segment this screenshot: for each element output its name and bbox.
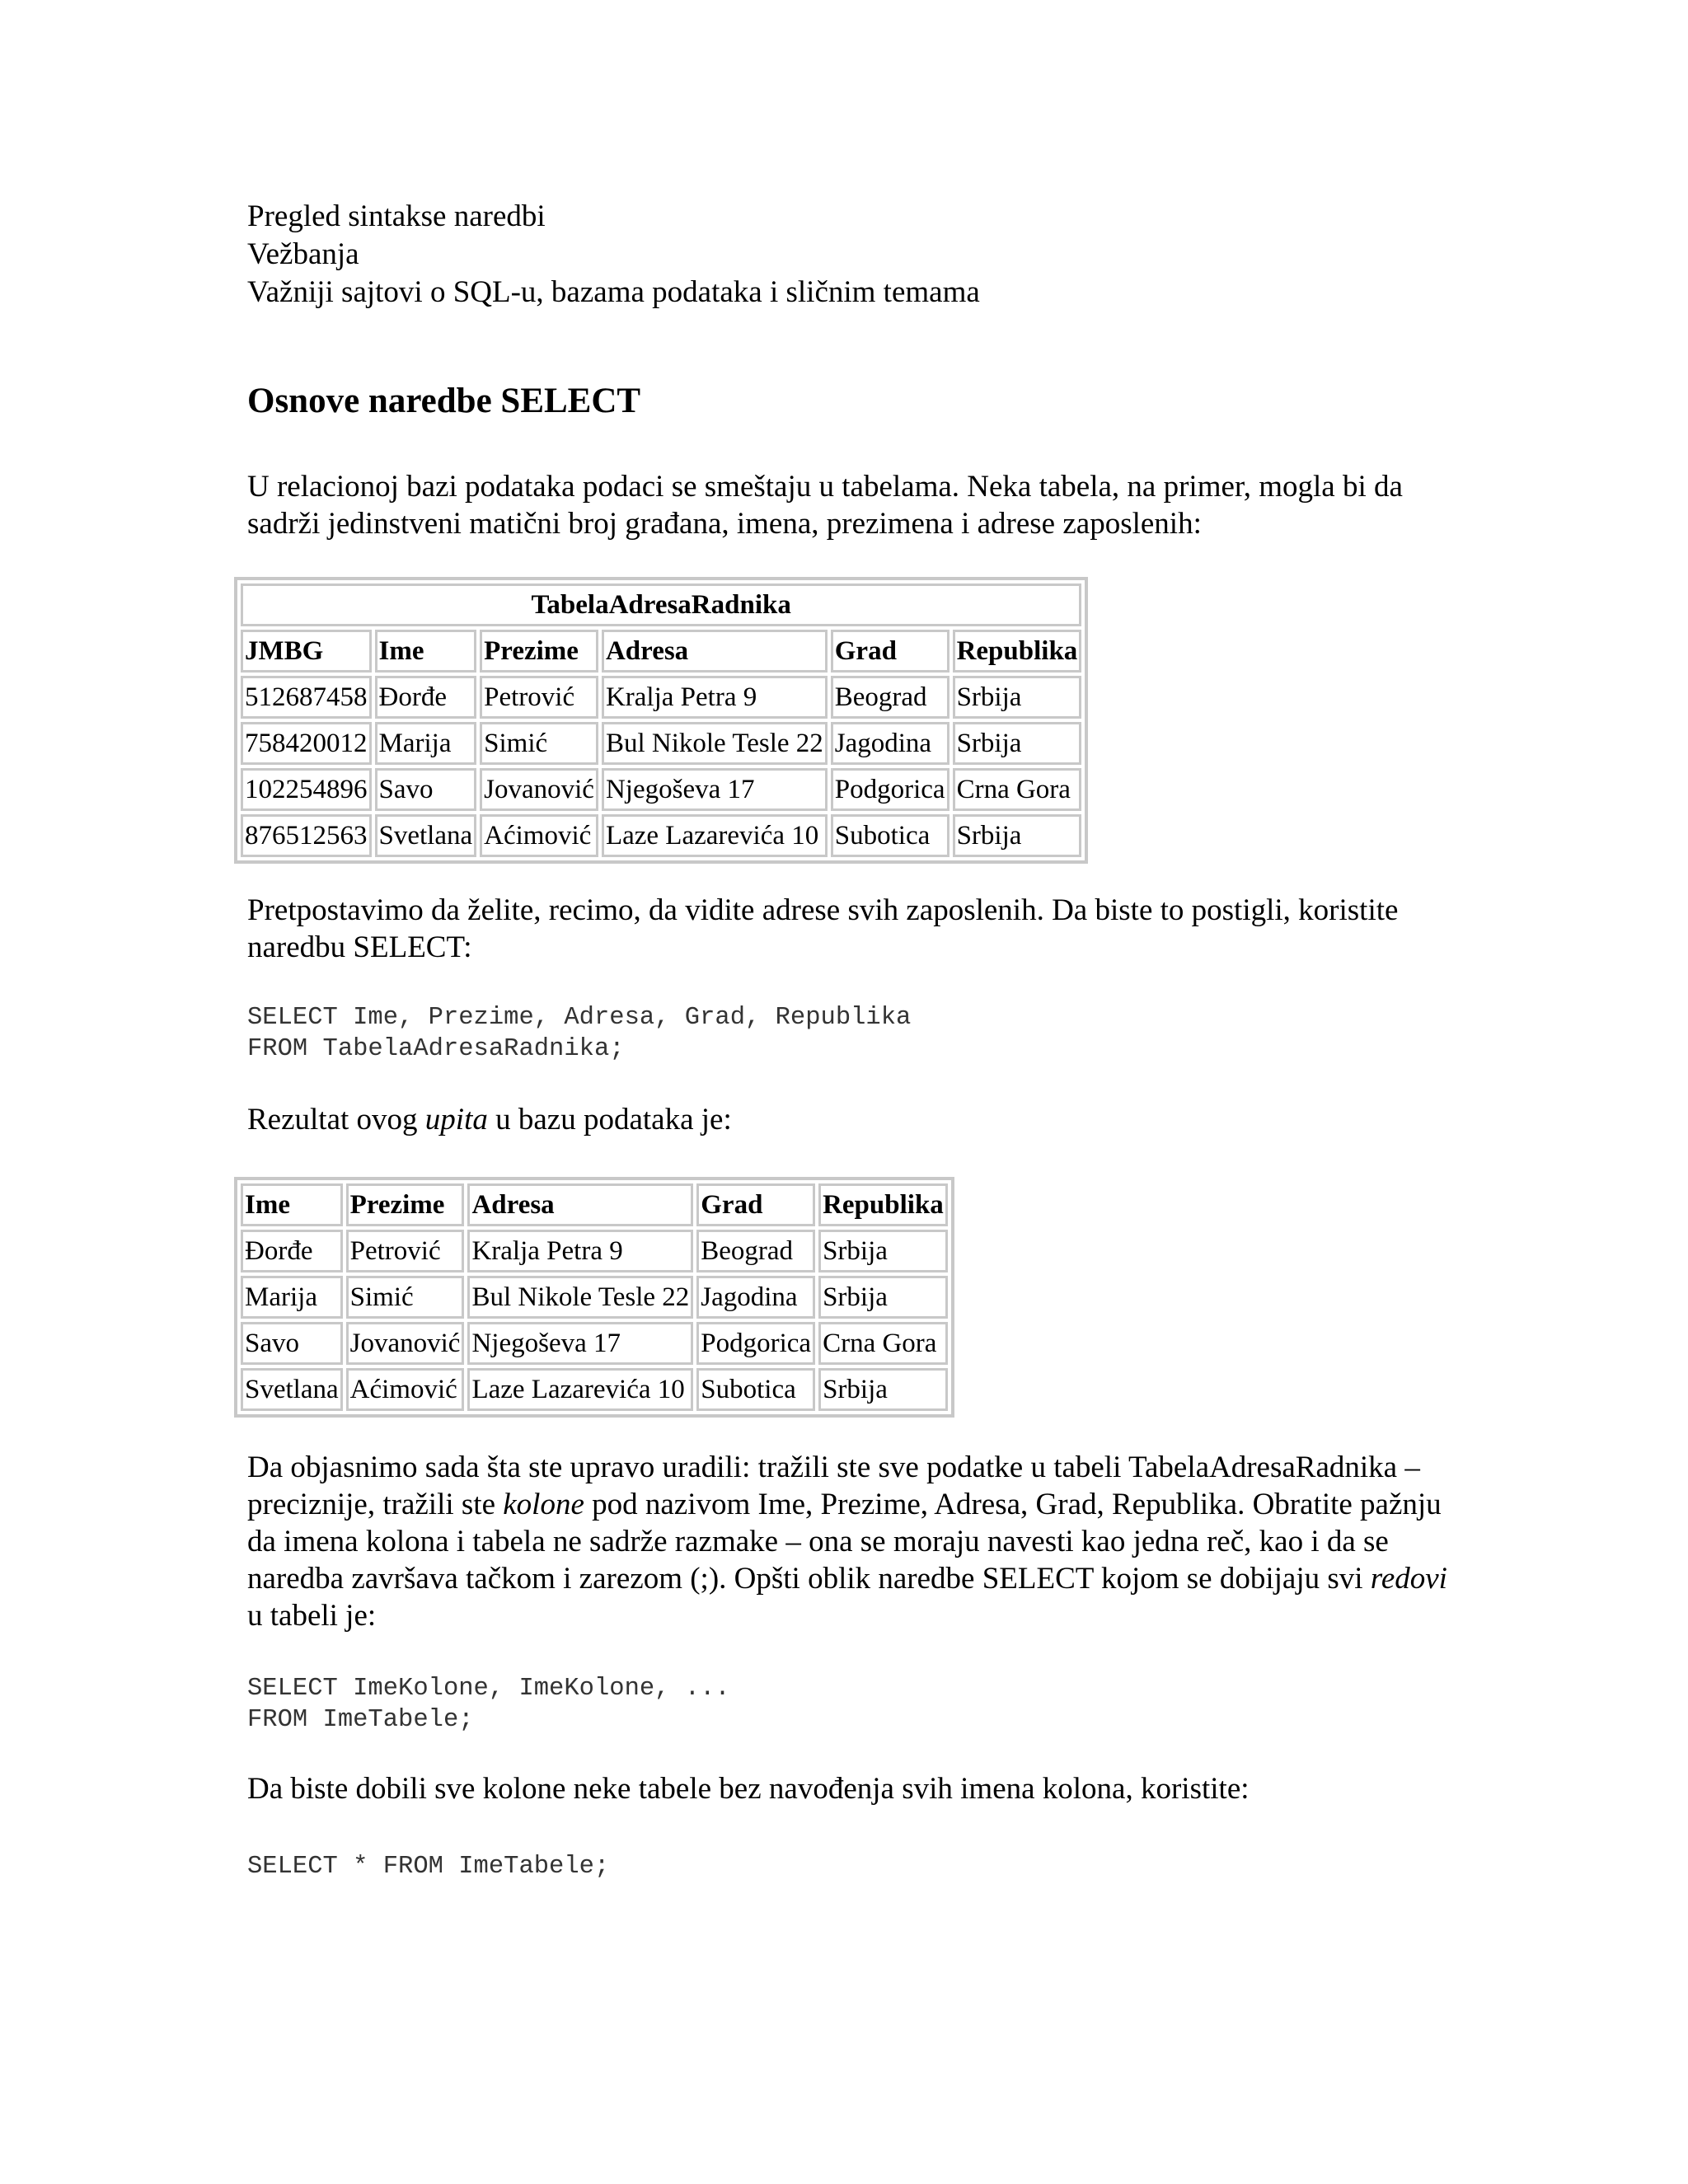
table-row (241, 1276, 948, 1319)
text-run: u bazu podataka je: (487, 1103, 732, 1137)
table-cell: Petrović (480, 676, 598, 719)
text-run: Rezultat ovog (247, 1103, 425, 1137)
table-cell: Savo (375, 768, 477, 811)
table-cell: Savo (241, 1322, 343, 1365)
link-sql-sites[interactable]: Važniji sajtovi o SQL-u, bazama podataka i sličnim temama (247, 275, 980, 309)
table-cell: Srbija (818, 1276, 948, 1319)
table-cell: 512687458 (241, 676, 372, 719)
table-cell: Svetlana (241, 1368, 343, 1411)
text-run: u tabeli je: (247, 1599, 377, 1633)
table-header-row (241, 1183, 948, 1226)
table-cell: Laze Lazarevića 10 (602, 814, 828, 857)
table-cell: Aćimović (480, 814, 598, 857)
explanation-paragraph (247, 1449, 1451, 1634)
table-cell: Đorđe (241, 1230, 343, 1272)
column-header: Grad (696, 1183, 815, 1226)
table-cell: Srbija (953, 722, 1082, 765)
column-header: Grad (831, 630, 950, 673)
result-paragraph (247, 1101, 1451, 1138)
table-cell: Svetlana (375, 814, 477, 857)
italic-term: kolone (503, 1488, 584, 1521)
table-cell: Bul Nikole Tesle 22 (602, 722, 828, 765)
column-header: Prezime (480, 630, 598, 673)
select-intro-paragraph: Pretpostavimo da želite, recimo, da vidite adrese svih zaposlenih. Da biste to postigli, koristite naredbu SELECT: (247, 893, 1399, 964)
table-cell: Đorđe (375, 676, 477, 719)
table-row (241, 1368, 948, 1411)
top-links (247, 198, 980, 312)
table-cell: Laze Lazarevića 10 (467, 1368, 693, 1411)
table-cell: Srbija (818, 1368, 948, 1411)
text-run: Da objasnimo sada šta ste upravo uradili: tražili ste sve podatke u tabeli TabelaAdresaRadnika – preciznije, tražili ste (247, 1451, 1420, 1521)
code-select-example: SELECT Ime, Prezime, Adresa, Grad, Republika FROM TabelaAdresaRadnika; (247, 1004, 912, 1063)
table-cell: Srbija (953, 676, 1082, 719)
table-cell: Subotica (831, 814, 950, 857)
column-header: Ime (241, 1183, 343, 1226)
table-cell: Podgorica (696, 1322, 815, 1365)
link-syntax-overview[interactable]: Pregled sintakse naredbi (247, 199, 546, 233)
table-cell: Podgorica (831, 768, 950, 811)
table-cell: 876512563 (241, 814, 372, 857)
table-cell: 102254896 (241, 768, 372, 811)
column-header: Prezime (346, 1183, 465, 1226)
table-cell: Beograd (696, 1230, 815, 1272)
column-header: Republika (818, 1183, 948, 1226)
table-cell: Jagodina (696, 1276, 815, 1319)
link-exercises[interactable]: Vežbanja (247, 237, 359, 271)
column-header: Ime (375, 630, 477, 673)
table-cell: Crna Gora (818, 1322, 948, 1365)
table-cell: Njegoševa 17 (467, 1322, 693, 1365)
table-cell: Simić (346, 1276, 465, 1319)
table-cell: Srbija (953, 814, 1082, 857)
table-cell: Subotica (696, 1368, 815, 1411)
table-row (241, 722, 1081, 765)
table-cell: Njegoševa 17 (602, 768, 828, 811)
table-row (241, 1230, 948, 1272)
table-cell: Simić (480, 722, 598, 765)
table-header-row (241, 630, 1081, 673)
employee-address-table (234, 577, 1088, 864)
table-cell: Marija (375, 722, 477, 765)
table-cell: Kralja Petra 9 (602, 676, 828, 719)
table-row (241, 814, 1081, 857)
table-cell: Beograd (831, 676, 950, 719)
table-cell: Jagodina (831, 722, 950, 765)
all-columns-paragraph: Da biste dobili sve kolone neke tabele bez navođenja svih imena kolona, koristite: (247, 1772, 1250, 1806)
column-header: Adresa (467, 1183, 693, 1226)
code-select-all: SELECT * FROM ImeTabele; (247, 1853, 610, 1881)
code-general-form: SELECT ImeKolone, ImeKolone, ... FROM ImeTabele; (247, 1675, 730, 1734)
italic-term: upita (424, 1103, 488, 1137)
intro-paragraph: U relacionoj bazi podataka podaci se smeštaju u tabelama. Neka tabela, na primer, mogla bi da sadrži jedinstveni matični broj građana, imena, prezimena i adrese zaposlenih: (247, 470, 1403, 541)
table-cell: Marija (241, 1276, 343, 1319)
text-run: pod nazivom Ime, Prezime, Adresa, Grad, Republika. Obratite pažnju da imena kolona i tabela ne sadrže razmake – ona se moraju navesti kao jedna reč, kao i da se naredba završava tačkom i zarezom (;). Opšti oblik naredbe SELECT kojom se dobijaju svi (247, 1488, 1442, 1596)
table-cell: Srbija (818, 1230, 948, 1272)
table-cell: Jovanović (480, 768, 598, 811)
column-header: Adresa (602, 630, 828, 673)
column-header: JMBG (241, 630, 372, 673)
table-title: TabelaAdresaRadnika (241, 583, 1081, 626)
section-heading: Osnove naredbe SELECT (247, 382, 641, 420)
italic-term: redovi (1370, 1562, 1447, 1596)
table-cell: Aćimović (346, 1368, 465, 1411)
table-row (241, 676, 1081, 719)
table-cell: Crna Gora (953, 768, 1082, 811)
table-cell: Bul Nikole Tesle 22 (467, 1276, 693, 1319)
table-row (241, 1322, 948, 1365)
column-header: Republika (953, 630, 1082, 673)
table-row (241, 768, 1081, 811)
table-cell: Kralja Petra 9 (467, 1230, 693, 1272)
table-cell: Petrović (346, 1230, 465, 1272)
table-cell: Jovanović (346, 1322, 465, 1365)
table-cell: 758420012 (241, 722, 372, 765)
query-result-table (234, 1177, 954, 1418)
